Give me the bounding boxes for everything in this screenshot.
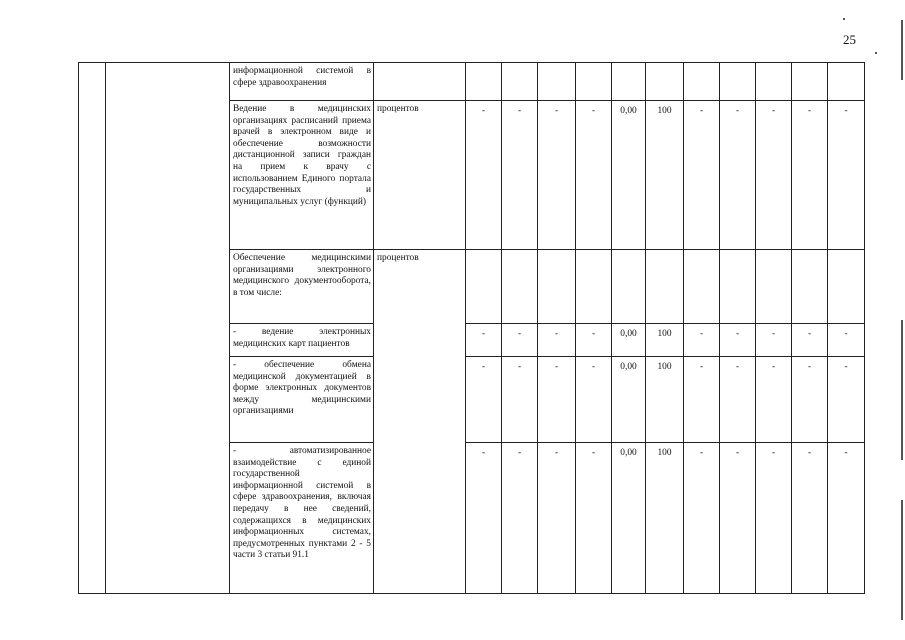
table-row: [79, 63, 865, 101]
scan-edge-mark: [901, 320, 903, 460]
value-cell: [466, 250, 502, 324]
value-cell: [792, 250, 828, 324]
value-cell: -: [466, 443, 502, 594]
value-cell: -: [502, 443, 538, 594]
scan-speck: [875, 52, 877, 54]
value-cell: 0,00: [612, 101, 646, 250]
value-cell: -: [684, 101, 720, 250]
value-cell: -: [720, 324, 756, 357]
value-cell: [720, 63, 756, 101]
value-cell: [502, 250, 538, 324]
unit-cell: процентов: [374, 101, 466, 250]
scan-speck: [843, 18, 845, 20]
value-cell: -: [538, 324, 576, 357]
value-cell: -: [466, 357, 502, 443]
value-cell: 100: [646, 357, 684, 443]
indicator-table: [78, 62, 865, 594]
value-cell: -: [684, 357, 720, 443]
value-cell: [792, 63, 828, 101]
value-cell: [828, 250, 865, 324]
value-cell: -: [502, 101, 538, 250]
value-cell: -: [756, 101, 792, 250]
value-cell: [646, 250, 684, 324]
value-cell: 100: [646, 101, 684, 250]
value-cell: [576, 63, 612, 101]
value-cell: -: [720, 443, 756, 594]
value-cell: -: [756, 324, 792, 357]
value-cell: [684, 63, 720, 101]
value-cell: -: [792, 443, 828, 594]
value-cell: 100: [646, 324, 684, 357]
value-cell: [646, 63, 684, 101]
value-cell: 0,00: [612, 357, 646, 443]
value-cell: -: [828, 324, 865, 357]
value-cell: [466, 63, 502, 101]
value-cell: -: [756, 443, 792, 594]
value-cell: [828, 63, 865, 101]
value-cell: -: [502, 324, 538, 357]
value-cell: -: [720, 357, 756, 443]
col-number-cell: [79, 63, 106, 594]
description-cell: Обеспечение медицинскими организациями электронного медицинского документооборота, в том числе:: [230, 250, 374, 324]
value-cell: [576, 250, 612, 324]
value-cell: 0,00: [612, 443, 646, 594]
description-cell: информационной системой в сфере здравоохранения: [230, 63, 374, 101]
value-cell: -: [828, 101, 865, 250]
value-cell: [502, 63, 538, 101]
col-name-cell: [106, 63, 230, 594]
description-cell: Ведение в медицинских организациях расписаний приема врачей в электронном виде и обеспечение возможности дистанционной записи граждан на прием к врачу с использованием Единого портала государственных и муниципальных услуг (функций): [230, 101, 374, 250]
page-number: 25: [843, 32, 856, 47]
value-cell: [538, 250, 576, 324]
value-cell: -: [792, 101, 828, 250]
value-cell: [612, 250, 646, 324]
value-cell: -: [576, 101, 612, 250]
value-cell: -: [576, 443, 612, 594]
value-cell: [612, 63, 646, 101]
value-cell: [756, 63, 792, 101]
value-cell: [684, 250, 720, 324]
unit-cell: процентов: [374, 250, 466, 594]
description-cell: - обеспечение обмена медицинской документацией в форме электронных документов между медицинскими организациями: [230, 357, 374, 443]
value-cell: -: [792, 357, 828, 443]
value-cell: -: [502, 357, 538, 443]
value-cell: -: [684, 443, 720, 594]
value-cell: -: [828, 443, 865, 594]
value-cell: -: [720, 101, 756, 250]
description-cell: - автоматизированное взаимодействие с единой государственной информационной системой в сфере здравоохранения, включая передачу в нее сведений, содержащихся в медицинских информационных системах, предусмотренных пунктами 2 - 5 части 3 статьи 91.1: [230, 443, 374, 594]
value-cell: -: [466, 101, 502, 250]
description-cell: - ведение электронных медицинских карт пациентов: [230, 324, 374, 357]
value-cell: -: [466, 324, 502, 357]
value-cell: -: [684, 324, 720, 357]
value-cell: 100: [646, 443, 684, 594]
value-cell: -: [756, 357, 792, 443]
value-cell: -: [538, 443, 576, 594]
value-cell: 0,00: [612, 324, 646, 357]
value-cell: [538, 63, 576, 101]
scan-edge-mark: [901, 500, 903, 620]
value-cell: -: [576, 324, 612, 357]
value-cell: -: [538, 101, 576, 250]
value-cell: [720, 250, 756, 324]
value-cell: -: [792, 324, 828, 357]
value-cell: -: [828, 357, 865, 443]
value-cell: [756, 250, 792, 324]
value-cell: -: [576, 357, 612, 443]
value-cell: -: [538, 357, 576, 443]
unit-cell: [374, 63, 466, 101]
scan-edge-mark: [901, 20, 903, 80]
